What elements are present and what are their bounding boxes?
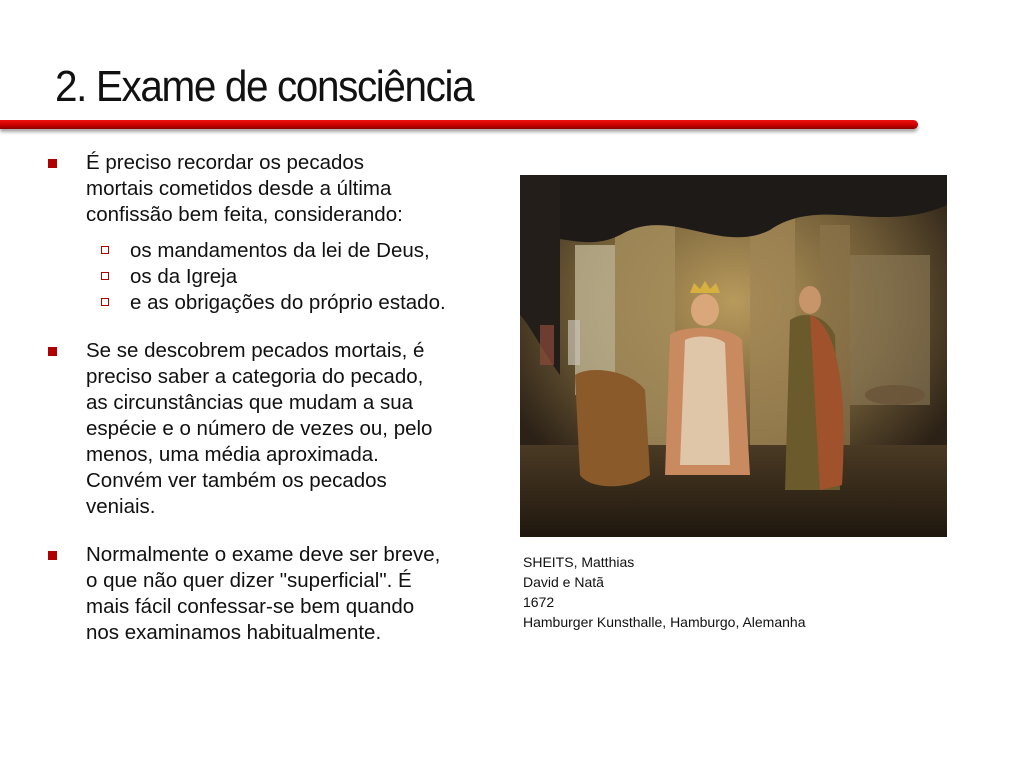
sub-bullet-item (86, 264, 505, 290)
hollow-square-bullet-icon (101, 272, 109, 280)
bullet-line: veniais. (86, 495, 156, 518)
hollow-square-bullet-icon (101, 298, 109, 306)
square-bullet-icon (48, 347, 57, 356)
square-bullet-icon (48, 551, 57, 560)
square-bullet-icon (48, 159, 57, 168)
bullet-line: confissão bem feita, considerando: (86, 203, 403, 226)
bullet-line: preciso saber a categoria do pecado, (86, 365, 424, 388)
bullet-item (45, 150, 505, 228)
caption-year: 1672 (523, 594, 555, 610)
bullet-item (45, 338, 505, 520)
bullet-line: Se se descobrem pecados mortais, é (86, 339, 425, 362)
sub-bullet-text: os mandamentos da lei de Deus, (130, 239, 430, 262)
caption-artist: SHEITS, Matthias (523, 554, 635, 570)
bullet-item (45, 542, 505, 646)
image-caption (523, 552, 806, 632)
bullet-line: menos, uma média aproximada. (86, 443, 379, 466)
bullet-line: Convém ver também os pecados (86, 469, 387, 492)
slide-title: 2. Exame de consciência (55, 62, 474, 111)
bullet-line: o que não quer dizer "superficial". É (86, 569, 412, 592)
sub-bullet-text: e as obrigações do próprio estado. (130, 291, 446, 314)
bullet-list (45, 150, 505, 646)
sub-bullet-item (86, 290, 505, 316)
bullet-line: nos examinamos habitualmente. (86, 621, 382, 644)
bullet-line: espécie e o número de vezes ou, pelo (86, 417, 433, 440)
bullet-line: mais fácil confessar-se bem quando (86, 595, 415, 618)
title-underline (0, 120, 918, 129)
bullet-line: Normalmente o exame deve ser breve, (86, 543, 441, 566)
sub-bullet-list (45, 238, 505, 316)
painting-image (520, 175, 947, 537)
caption-location: Hamburger Kunsthalle, Hamburgo, Alemanha (523, 614, 806, 630)
sub-bullet-text: os da Igreja (130, 265, 238, 288)
sub-bullet-item (86, 238, 505, 264)
bullet-line: mortais cometidos desde a última (86, 177, 392, 200)
bullet-line: É preciso recordar os pecados (86, 151, 365, 174)
caption-work: David e Natã (523, 574, 604, 590)
hollow-square-bullet-icon (101, 246, 109, 254)
bullet-line: as circunstâncias que mudam a sua (86, 391, 414, 414)
